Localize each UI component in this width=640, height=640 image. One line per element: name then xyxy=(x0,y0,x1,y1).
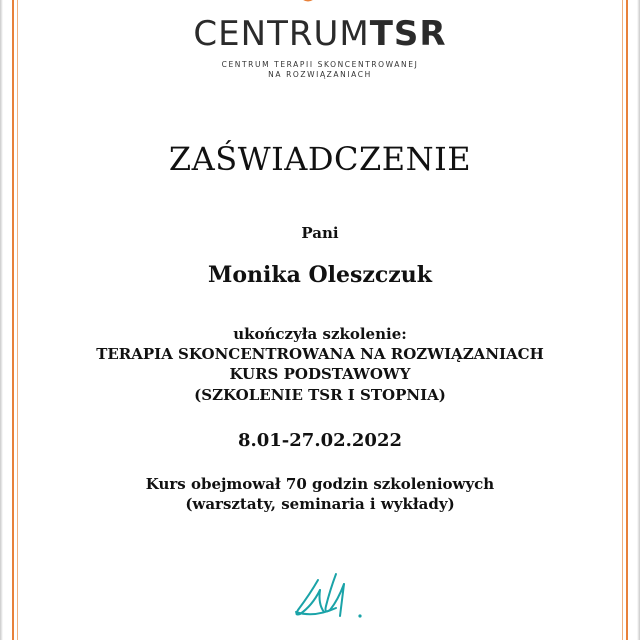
logo-subtitle-line1: CENTRUM TERAPII SKONCENTROWANEJ xyxy=(221,60,419,69)
course-note: (SZKOLENIE TSR I STOPNIA) xyxy=(194,386,446,404)
logo-word-light: CENTRUM xyxy=(193,14,370,54)
certificate-title: ZAŚWIADCZENIE xyxy=(168,140,472,178)
logo-wordmark xyxy=(0,14,640,54)
recipient-name: Monika Oleszczuk xyxy=(207,262,433,288)
course-name: TERAPIA SKONCENTROWANA NA ROZWIĄZANIACH xyxy=(96,345,544,363)
certificate-border-inner xyxy=(17,0,623,640)
handwritten-signature xyxy=(284,560,374,622)
completed-line: ukończyła szkolenie: xyxy=(233,325,407,343)
logo-mark-icon xyxy=(296,0,320,6)
course-dates: 8.01-27.02.2022 xyxy=(237,430,403,451)
salutation: Pani xyxy=(301,224,339,242)
page-edge-left xyxy=(0,0,3,640)
hours-line-2: (warsztaty, seminaria i wykłady) xyxy=(185,495,455,513)
logo-subtitle-line2: NA ROZWIĄZANIACH xyxy=(268,70,372,79)
course-level: KURS PODSTAWOWY xyxy=(229,365,411,383)
logo-word-bold: TSR xyxy=(369,14,447,54)
hours-line-1: Kurs obejmował 70 godzin szkoleniowych xyxy=(145,475,495,493)
